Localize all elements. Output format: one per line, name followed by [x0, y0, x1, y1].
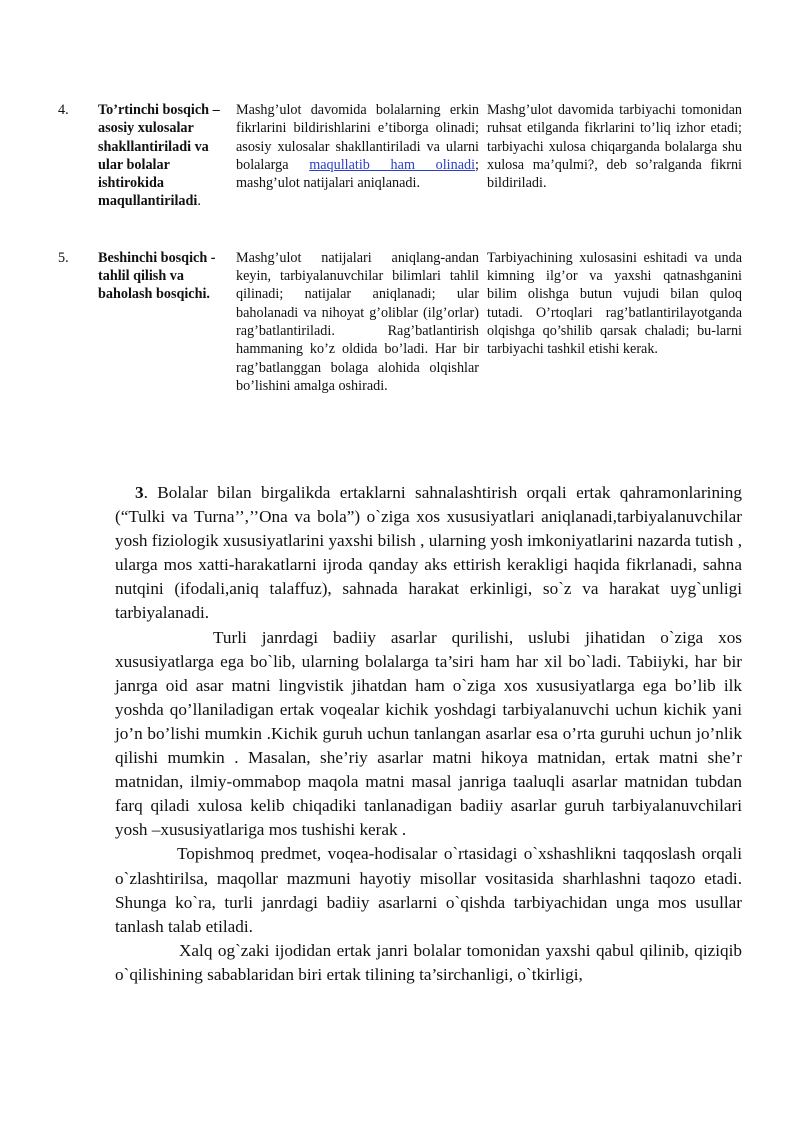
teacher-activity: [236, 101, 487, 249]
row-number: 4.: [58, 102, 69, 118]
teacher-text-end: ; mashg’ulot natijalari aniqlanadi.: [236, 156, 479, 192]
paragraph: Xalq og`zaki ijodidan ertak janri bolalar tomonidan yaxshi qabul qilinib, qiziqib o`qilishining sabablaridan biri ertak tilining ta’sirchanligi, o`tkirligi,: [115, 940, 742, 984]
body-text: [115, 481, 742, 987]
paragraph: Topishmoq predmet, voqea-hodisalar o`rtasidagi o`xshashlikni taqqoslash orqali o`zlashtirilsa, maqollar mazmuni hayotiy misollar vositasida sharhlashni taqozo etadi. Shunga ko`ra, turli janrdagi badiiy asarlarni o`qishda tarbiyachidan unga mos usullar tanlash talab etiladi.: [115, 844, 742, 936]
table-row: [58, 249, 742, 395]
teacher-text-start: Mashg’ulot davomida bolalarning erkin fikrlarini bildirishlarini e’tiborga olinadi; asosiy xulosalar shakllantiriladi va ularni bolalarga: [236, 102, 479, 173]
table-row: [58, 101, 742, 249]
lesson-stages-table: [58, 101, 742, 395]
paragraph-text: . Bolalar bilan birgalikda ertaklarni sahnalashtirish orqali ertak qahramonlarining (“Tulki va Turna’’,’’Ona va bola”) o`ziga xos xususiyatlari aniqlanadi,tarbiyalanuvchilar yosh fiziologik xususiyatlarini yaxshi bilish , ularning yosh imkoniyatlarini nazarda tutish , ularga mos xatti-harakatlarni ijroda qanday aks ettirish kerakligi haqida fikrlanadi, sahna nutqini (ifodali,aniq talaffuz), sahnada harakat erkinligi, so`z va harakat uyg`unligi tarbiyalanadi.: [115, 483, 742, 623]
child-activity: Mashg’ulot davomida tarbiyachi tomonidan ruhsat etilganda fikrlarini to’liq izhor etadi; tarbiyachi xulosa chiqarganda bolalarga shu xulosa ma’qulmi?, deb so’ralganda fikrni bildiriladi.: [487, 102, 742, 192]
stage-title: [98, 101, 236, 249]
stage-title-period: .: [197, 193, 201, 210]
stage-title-text: To’rtinchi bosqich – asosiy xulosalar shakllantiriladi va ular bolalar ishtirokida maqullantiriladi: [98, 102, 220, 210]
paragraph: Turli janrdagi badiiy asarlar qurilishi, uslubi jihatidan o`ziga xos xususiyatlarga ega bo`lib, ularning bolalarga ta’siri ham har xil bo`ladi. Tabiiyki, har bir janrga oid asar matni lingvistik jihatdan ham o`ziga xos xususiyatlarga ega bo’lib ilk yoshda qo’llaniladigan ertak voqealar kichik yoshdagi tarbiyalanuvchi uchun kichik yani jo’n bo’lishi mumkin .Kichik guruh uchun tanlangan asarlar esa o’rta guruhi uchun jo’nlik qilishi mumkin . Masalan, she’riy asarlar matni hikoya matnidan, ertak matni she’r matnidan, ilmiy-ommabop maqola matni masal janriga taaluqli asarlar matnidan tubdan farq qiladi xulosa kelib chiqadiki tanlanadigan badiiy asarlar guruh tarbiyalanuvchilari yosh –xususiyatlariga mos tushishi kerak .: [115, 627, 742, 840]
row-number: 5.: [58, 249, 69, 266]
section-number: 3: [135, 483, 144, 502]
paragraph: [115, 481, 742, 626]
hyperlink[interactable]: maqullatib ham olinadi: [309, 156, 476, 173]
stage-title: Beshinchi bosqich - tahlil qilish va baholash bosqichi.: [98, 249, 216, 303]
child-activity: Tarbiyachining xulosasini eshitadi va unda kimning ilg’or va yaxshi qatnashganini bilim olishga butun vujudi bilan quloq tutadi. O’rtoqlari rag’batlantirilayotganda olqishga qo’shilib qarsak chaladi; bu-larni tarbiyachi tashkil etishi kerak.: [487, 249, 742, 358]
teacher-activity: Mashg’ulot natijalari aniqlang-andan keyin, tarbiyalanuvchilar bilimlari tahlil qilinadi; natijalar aniqlanadi; ular baholanadi va nihoyat g’oliblar (ilg’orlar) rag’batlantiriladi. Rag’batlantirish hammaning ko’z oldida bo’ladi. Har bir rag’batlanggan bolaga alohida olqishlar bo’lishini amalga oshiradi.: [236, 249, 479, 394]
